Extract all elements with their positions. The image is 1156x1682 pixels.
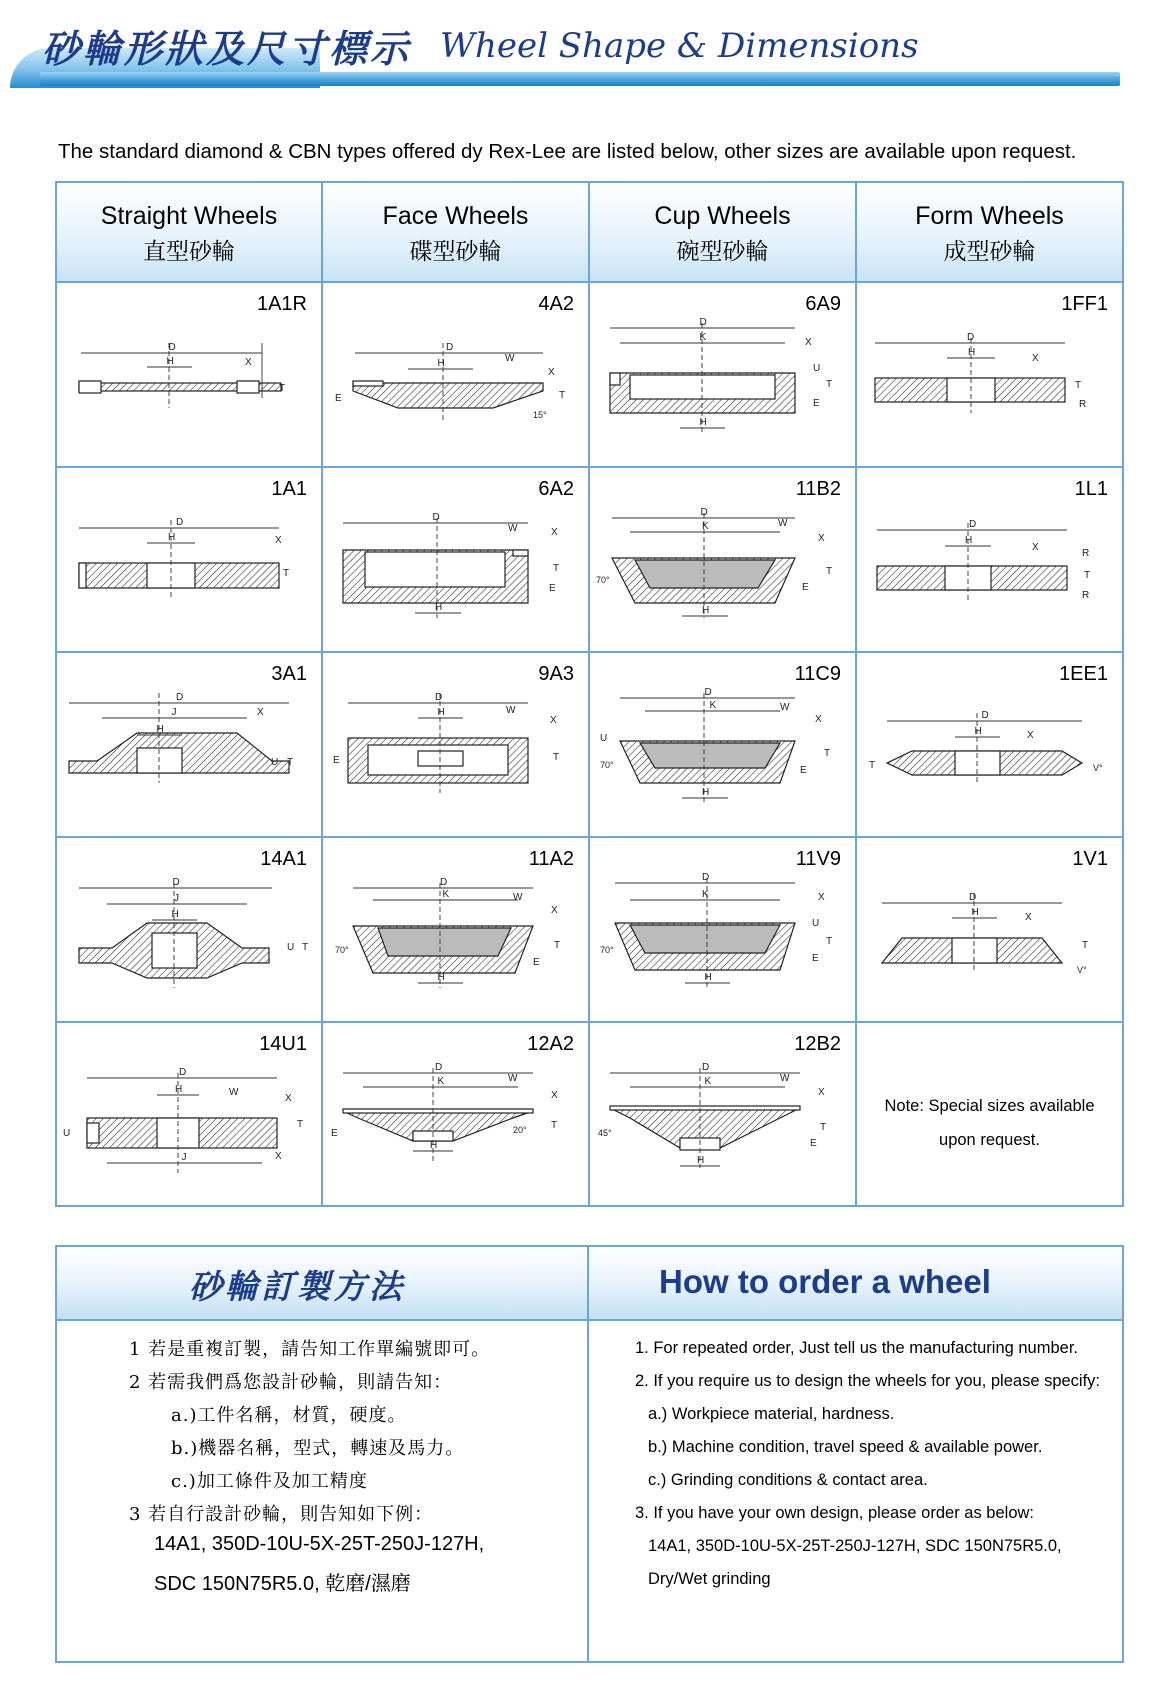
wheel-cell <box>590 281 857 466</box>
dimension-label: T <box>283 568 290 579</box>
wheel-diagram <box>57 283 319 464</box>
dimension-label: U <box>287 942 295 953</box>
wheel-code: 14A1 <box>260 848 307 870</box>
en-line: 14A1, 350D-10U-5X-25T-250J-127H, SDC 150N75R5.0, <box>648 1537 1062 1555</box>
cup-recess <box>640 743 780 768</box>
dimension-label: D <box>432 512 440 523</box>
wheel-code: 1A1R <box>256 293 307 315</box>
dimension-label: E <box>331 1128 338 1139</box>
wheel-cell <box>590 836 857 1021</box>
abrasive-rim <box>513 550 528 556</box>
wheel-diagram <box>857 283 1118 464</box>
wheel-cell <box>323 836 590 1021</box>
dimension-label: H <box>704 972 712 983</box>
dimension-label: T <box>297 1119 304 1130</box>
dimension-label: D <box>172 877 180 888</box>
dimension-label: H <box>166 356 174 367</box>
wheel-diagram <box>590 653 853 834</box>
bore <box>418 751 463 766</box>
column-header <box>323 183 590 281</box>
dimension-label: 70° <box>600 945 614 955</box>
dimension-label: D <box>702 1062 710 1073</box>
wheel-code: 12B2 <box>794 1033 841 1055</box>
abrasive-rim <box>87 1123 99 1143</box>
wheel-code: 1A1 <box>271 478 307 500</box>
dimension-label: H <box>156 724 164 735</box>
wheel-diagram <box>590 838 853 1019</box>
dimension-label: H <box>968 347 976 358</box>
dimension-label: U <box>600 733 608 744</box>
wheel-code: 9A3 <box>538 663 574 685</box>
bore <box>955 751 1000 775</box>
dimension-label: H <box>702 605 710 616</box>
wheel-cell <box>857 836 1122 1021</box>
wheel-code: 11C9 <box>794 663 841 685</box>
wheel-code: 11V9 <box>795 848 841 870</box>
dimension-label: X <box>1027 730 1034 741</box>
dimension-label: E <box>533 957 540 968</box>
wheel-diagram <box>857 838 1118 1019</box>
wheel-cell <box>57 466 323 651</box>
cn-line: b.)機器名稱，型式，轉速及馬力。 <box>171 1438 465 1459</box>
dimension-label: W <box>505 353 515 364</box>
en-line: b.) Machine condition, travel speed & available power. <box>648 1438 1043 1456</box>
cn-line: 2 若需我們爲您設計砂輪，則請告知： <box>129 1372 453 1393</box>
cn-line: 3 若自行設計砂輪，則告知如下例： <box>129 1504 434 1525</box>
dimension-label: U <box>813 363 821 374</box>
dimension-label: D <box>700 507 708 518</box>
wheel-cell <box>57 836 323 1021</box>
dimension-label: H <box>702 787 710 798</box>
dimension-label: D <box>176 517 184 528</box>
column-header <box>857 183 1122 281</box>
wheel-diagram <box>323 653 586 834</box>
bore <box>945 566 991 590</box>
wheel-diagram <box>857 468 1118 649</box>
cn-line: 1 若是重複訂製，請告知工作單編號即可。 <box>129 1339 491 1360</box>
intro-text: The standard diamond & CBN types offered dy Rex-Lee are listed below, other sizes are available upon request. <box>58 140 1077 163</box>
dimension-label: E <box>813 398 820 409</box>
dimension-label: U <box>63 1128 71 1139</box>
cn-line: c.)加工條件及加工精度 <box>171 1471 368 1492</box>
cup-recess <box>635 560 775 588</box>
dimension-label: X <box>805 337 812 348</box>
dimension-label: 70° <box>600 760 614 770</box>
dimension-label: H <box>168 532 176 543</box>
dimension-label: D <box>176 692 184 703</box>
dimension-label: R <box>1079 399 1087 410</box>
wheel-diagram <box>57 653 319 834</box>
dimension-label: X <box>275 1151 282 1162</box>
wheel-cell <box>857 1021 1122 1206</box>
order-title-cn: 砂輪訂製方法 <box>189 1267 405 1306</box>
order-title-en: How to order a wheel <box>659 1263 991 1300</box>
dimension-label: D <box>435 1062 443 1073</box>
cup-recess <box>630 925 780 953</box>
dimension-label: W <box>778 518 788 529</box>
dimension-label: T <box>1084 570 1091 581</box>
column-title-cn: 碗型砂輪 <box>676 239 769 265</box>
dimension-label: T <box>1082 940 1089 951</box>
dimension-label: K <box>699 332 707 343</box>
dimension-label: K <box>702 521 709 532</box>
dimension-label: T <box>553 752 560 763</box>
page-header <box>0 0 1156 100</box>
dimension-label: X <box>257 707 264 718</box>
dimension-label: J <box>181 1152 187 1163</box>
wheel-code: 1V1 <box>1072 848 1108 870</box>
dimension-label: D <box>981 710 989 721</box>
wheel-cell <box>57 281 323 466</box>
dimension-label: X <box>1025 912 1032 923</box>
dimension-label: T <box>553 563 560 574</box>
wheel-diagram <box>323 838 586 1019</box>
en-line: c.) Grinding conditions & contact area. <box>648 1471 928 1489</box>
wheel-code: 6A9 <box>805 293 841 315</box>
wheel-diagram <box>590 283 853 464</box>
dimension-label: D <box>967 332 975 343</box>
dimension-label: X <box>1032 353 1039 364</box>
column-title-en: Face Wheels <box>382 202 529 230</box>
dimension-label: D <box>969 519 977 530</box>
dimension-label: 70° <box>335 945 349 955</box>
dimension-label: H <box>965 535 973 546</box>
dimension-label: D <box>435 692 443 703</box>
wheel-section <box>353 383 543 408</box>
column-title-en: Form Wheels <box>915 202 1064 230</box>
wheel-diagram <box>590 468 853 649</box>
dimension-label: T <box>551 1120 558 1131</box>
abrasive-rim <box>610 1106 800 1110</box>
wheel-diagram <box>590 1023 853 1204</box>
order-body-en <box>589 1319 1122 1663</box>
dimension-label: D <box>168 342 176 353</box>
dimension-label: X <box>551 905 558 916</box>
dimension-label: X <box>818 1087 825 1098</box>
dimension-label: D <box>446 342 454 353</box>
dimension-label: E <box>810 1138 817 1149</box>
wheel-diagram <box>57 468 319 649</box>
column-title-en: Straight Wheels <box>100 202 278 230</box>
dimension-label: H <box>435 602 443 613</box>
dimension-label: D <box>179 1067 187 1078</box>
abrasive-rim <box>79 563 86 588</box>
dimension-label: T <box>826 936 833 947</box>
en-line: 1. For repeated order, Just tell us the manufacturing number. <box>635 1339 1078 1357</box>
dimension-label: H <box>971 907 979 918</box>
dimension-label: D <box>702 872 710 883</box>
dimension-label: K <box>704 1076 712 1087</box>
dimension-label: D <box>440 877 448 888</box>
dimension-label: T <box>826 379 833 390</box>
dimension-label: E <box>800 765 807 776</box>
dimension-label: H <box>171 909 179 920</box>
en-line: 3. If you have your own design, please order as below: <box>635 1504 1034 1522</box>
wheel-diagram <box>323 283 586 464</box>
dimension-label: K <box>437 1076 445 1087</box>
dimension-label: R <box>1082 548 1090 559</box>
wheel-code: 1FF1 <box>1061 293 1108 315</box>
wheel-code: 11B2 <box>795 478 841 500</box>
dimension-label: T <box>820 1122 827 1133</box>
dimension-label: 70° <box>596 575 610 585</box>
wheel-cell <box>57 651 323 836</box>
wheel-code: 14U1 <box>259 1033 307 1055</box>
bore <box>152 933 197 968</box>
note-text: Note: Special sizes available <box>884 1097 1095 1115</box>
dimension-label: 45° <box>598 1128 612 1138</box>
wheel-cell <box>323 1021 590 1206</box>
cn-line: a.)工件名稱，材質，硬度。 <box>171 1405 407 1426</box>
cup-recess <box>378 928 511 956</box>
wheel-cell <box>590 466 857 651</box>
order-header-en <box>589 1247 1122 1319</box>
header-band <box>40 72 1120 86</box>
dimension-label: W <box>780 702 790 713</box>
wheel-code: 12A2 <box>527 1033 574 1055</box>
page-title-en: Wheel Shape & Dimensions <box>440 26 919 66</box>
column-header <box>590 183 857 281</box>
dimension-label: T <box>869 760 876 771</box>
dimension-label: E <box>802 582 809 593</box>
dimension-label: D <box>704 687 712 698</box>
dimension-label: T <box>1075 380 1082 391</box>
order-header-cn <box>57 1247 589 1319</box>
dimension-label: 15° <box>533 410 547 420</box>
wheel-diagram <box>323 1023 586 1204</box>
dimension-label: W <box>229 1087 239 1098</box>
dimension-label: W <box>513 892 523 903</box>
dimension-label: H <box>437 972 445 983</box>
wheel-shape-table <box>55 181 1124 1207</box>
dimension-label: X <box>818 533 825 544</box>
dimension-label: J <box>171 707 177 718</box>
dimension-label: E <box>549 583 556 594</box>
wheel-code: 1EE1 <box>1059 663 1108 685</box>
dimension-label: X <box>550 715 557 726</box>
bore <box>137 748 182 773</box>
dimension-label: X <box>1032 542 1039 553</box>
dimension-label: T <box>287 757 294 768</box>
en-line: 2. If you require us to design the wheels for you, please specify: <box>635 1372 1101 1390</box>
wheel-cell <box>323 281 590 466</box>
wheel-diagram <box>57 838 319 1019</box>
dimension-label: E <box>812 953 819 964</box>
wheel-cell <box>590 1021 857 1206</box>
dimension-label: V° <box>1093 763 1103 773</box>
dimension-label: D <box>969 892 977 903</box>
cn-line: SDC 150N75R5.0, 乾磨/濕磨 <box>154 1573 411 1595</box>
wheel-code: 4A2 <box>538 293 574 315</box>
abrasive-rim <box>353 381 383 386</box>
wheel-cell <box>590 651 857 836</box>
dimension-label: H <box>974 726 982 737</box>
dimension-label: W <box>780 1073 790 1084</box>
dimension-label: X <box>275 535 282 546</box>
dimension-label: T <box>279 383 286 394</box>
cn-line: 14A1, 350D-10U-5X-25T-250J-127H, <box>154 1533 485 1555</box>
dimension-label: H <box>437 358 445 369</box>
en-line: a.) Workpiece material, hardness. <box>648 1405 895 1423</box>
cup-recess <box>365 552 505 587</box>
dimension-label: W <box>508 1073 518 1084</box>
wheel-code: 1L1 <box>1074 478 1108 500</box>
wheel-cell <box>857 466 1122 651</box>
dimension-label: X <box>245 357 252 368</box>
dimension-label: K <box>709 700 717 711</box>
page-title-cn: 砂輪形狀及尺寸標示 <box>42 26 412 71</box>
dimension-label: U <box>812 918 820 929</box>
column-header <box>57 183 323 281</box>
wheel-code: 6A2 <box>538 478 574 500</box>
dimension-label: E <box>335 393 342 404</box>
dimension-label: D <box>699 317 707 328</box>
wheel-cell <box>323 651 590 836</box>
dimension-label: X <box>815 714 822 725</box>
dimension-label: T <box>554 940 561 951</box>
dimension-label: K <box>442 889 450 900</box>
dimension-label: T <box>824 748 831 759</box>
column-title-cn: 成型砂輪 <box>943 239 1036 265</box>
cup-recess <box>630 375 775 399</box>
dimension-label: W <box>506 705 516 716</box>
dimension-label: 20° <box>513 1125 527 1135</box>
dimension-label: X <box>285 1093 292 1104</box>
dimension-label: W <box>508 523 518 534</box>
abrasive-rim <box>343 1109 533 1113</box>
wheel-cell <box>857 281 1122 466</box>
dimension-label: E <box>333 755 340 766</box>
dimension-label: K <box>702 889 709 900</box>
dimension-label: R <box>1082 590 1090 601</box>
abrasive-rim <box>237 381 259 393</box>
wheel-cell <box>57 1021 323 1206</box>
wheel-diagram <box>57 1023 319 1204</box>
bore <box>952 938 997 963</box>
abrasive-rim <box>610 373 620 385</box>
dimension-label: V° <box>1077 965 1087 975</box>
dimension-label: T <box>559 390 566 401</box>
abrasive-rim <box>79 381 101 393</box>
dimension-label: X <box>551 1090 558 1101</box>
wheel-code: 11A2 <box>528 848 574 870</box>
dimension-label: X <box>548 367 555 378</box>
note-text: upon request. <box>939 1131 1040 1149</box>
wheel-diagram <box>857 653 1118 834</box>
dimension-label: H <box>175 1084 183 1095</box>
column-title-en: Cup Wheels <box>654 202 791 230</box>
dimension-label: U <box>271 757 279 768</box>
dimension-label: H <box>430 1140 438 1151</box>
dimension-label: T <box>826 566 833 577</box>
order-body-cn <box>57 1319 589 1663</box>
dimension-label: X <box>551 527 558 538</box>
wheel-code: 3A1 <box>271 663 307 685</box>
dimension-label: H <box>697 1155 705 1166</box>
wheel-cell <box>857 651 1122 836</box>
order-section <box>55 1245 1124 1663</box>
column-title-cn: 直型砂輪 <box>143 239 235 265</box>
dimension-label: H <box>699 417 707 428</box>
dimension-label: X <box>818 892 825 903</box>
column-title-cn: 碟型砂輪 <box>409 239 502 265</box>
dimension-label: J <box>174 893 179 904</box>
dimension-label: T <box>302 942 309 953</box>
en-line: Dry/Wet grinding <box>648 1570 771 1588</box>
wheel-diagram <box>323 468 586 649</box>
wheel-cell <box>323 466 590 651</box>
dimension-label: H <box>437 707 445 718</box>
